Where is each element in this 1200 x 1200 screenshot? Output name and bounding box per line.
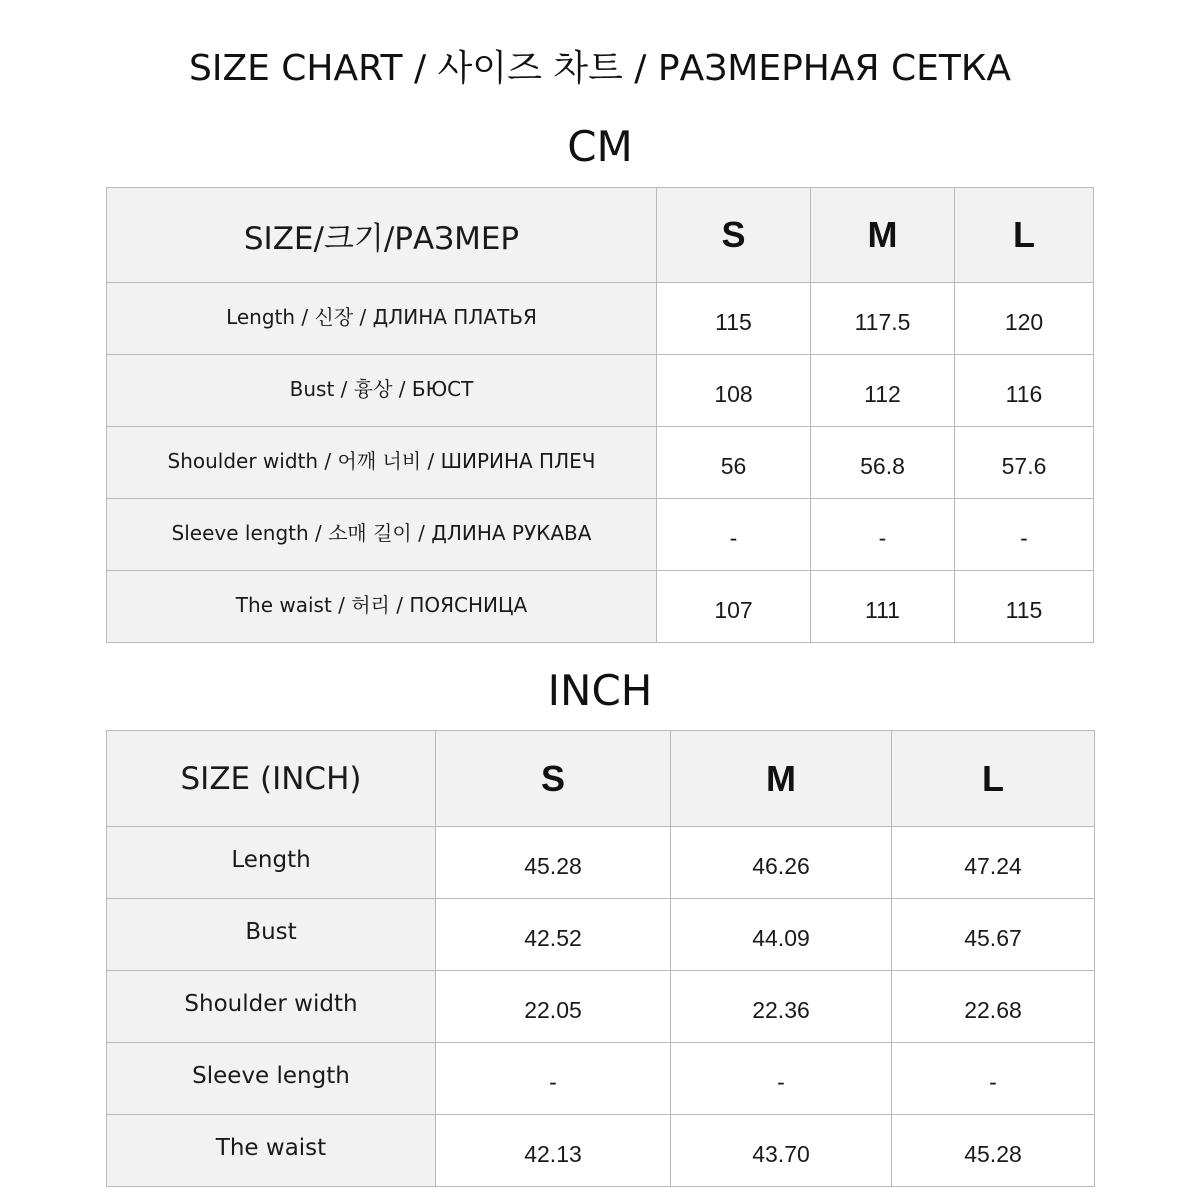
- table-row: [107, 283, 1094, 355]
- inch-size-table: [106, 730, 1095, 1187]
- value-cell: 107: [657, 571, 811, 643]
- value-cell: -: [657, 499, 811, 571]
- value-cell: 43.70: [671, 1115, 892, 1187]
- value-cell: 47.24: [892, 827, 1095, 899]
- table-row: [107, 571, 1094, 643]
- value-cell: -: [811, 499, 955, 571]
- value-cell: 112: [811, 355, 955, 427]
- value-cell: 44.09: [671, 899, 892, 971]
- table-row: [107, 971, 1095, 1043]
- value-cell: 115: [955, 571, 1094, 643]
- table-row: [107, 427, 1094, 499]
- value-cell: 116: [955, 355, 1094, 427]
- value-cell: 45.28: [436, 827, 671, 899]
- value-cell: -: [671, 1043, 892, 1115]
- value-cell: 22.68: [892, 971, 1095, 1043]
- row-label: Length: [107, 827, 436, 899]
- size-header-s: [657, 188, 811, 283]
- table-row: [107, 499, 1094, 571]
- row-label: Shoulder width: [107, 971, 436, 1043]
- size-header-s: [436, 731, 671, 827]
- table-row: [107, 355, 1094, 427]
- value-cell: 115: [657, 283, 811, 355]
- table-row: [107, 1043, 1095, 1115]
- row-label: Shoulder width / 어깨 너비 / ШИРИНА ПЛЕЧ: [107, 427, 657, 499]
- value-cell: -: [436, 1043, 671, 1115]
- value-cell: 22.36: [671, 971, 892, 1043]
- value-cell: 111: [811, 571, 955, 643]
- value-cell: -: [955, 499, 1094, 571]
- table-row: [107, 827, 1095, 899]
- value-cell: 42.13: [436, 1115, 671, 1187]
- row-label: Bust / 흉상 / БЮСТ: [107, 355, 657, 427]
- header-label: SIZE (INCH): [180, 760, 362, 797]
- table-row: [107, 899, 1095, 971]
- inch-section-title: INCH: [547, 666, 653, 715]
- page-title: SIZE CHART / 사이즈 차트 / РАЗМЕРНАЯ СЕТКА: [188, 48, 1012, 89]
- value-cell: 108: [657, 355, 811, 427]
- value-cell: 56: [657, 427, 811, 499]
- size-label: L: [982, 757, 1004, 799]
- header-label-cell: [107, 731, 436, 827]
- table-row: [107, 1115, 1095, 1187]
- size-header-m: [671, 731, 892, 827]
- row-label: The waist: [107, 1115, 436, 1187]
- size-header-m: [811, 188, 955, 283]
- cm-size-table: [106, 187, 1094, 643]
- value-cell: 22.05: [436, 971, 671, 1043]
- value-cell: 56.8: [811, 427, 955, 499]
- size-label: M: [766, 757, 796, 799]
- size-label: L: [1013, 214, 1035, 255]
- size-label: S: [540, 757, 565, 799]
- row-label: Sleeve length / 소매 길이 / ДЛИНА РУКАВА: [107, 499, 657, 571]
- value-cell: 120: [955, 283, 1094, 355]
- value-cell: 45.67: [892, 899, 1095, 971]
- value-cell: -: [892, 1043, 1095, 1115]
- size-label: M: [867, 214, 898, 255]
- size-label: S: [721, 214, 746, 255]
- value-cell: 117.5: [811, 283, 955, 355]
- row-label: The waist / 허리 / ПОЯСНИЦА: [107, 571, 657, 643]
- size-header-l: [892, 731, 1095, 827]
- row-label: Bust: [107, 899, 436, 971]
- value-cell: 45.28: [892, 1115, 1095, 1187]
- value-cell: 42.52: [436, 899, 671, 971]
- cm-section-title: CM: [567, 122, 633, 171]
- header-label-cell: [107, 188, 657, 283]
- row-label: Length / 신장 / ДЛИНА ПЛАТЬЯ: [107, 283, 657, 355]
- header-label: SIZE/크기/РАЗМЕР: [243, 220, 520, 257]
- table-header-row: [107, 188, 1094, 283]
- value-cell: 57.6: [955, 427, 1094, 499]
- row-label: Sleeve length: [107, 1043, 436, 1115]
- value-cell: 46.26: [671, 827, 892, 899]
- size-header-l: [955, 188, 1094, 283]
- table-header-row: [107, 731, 1095, 827]
